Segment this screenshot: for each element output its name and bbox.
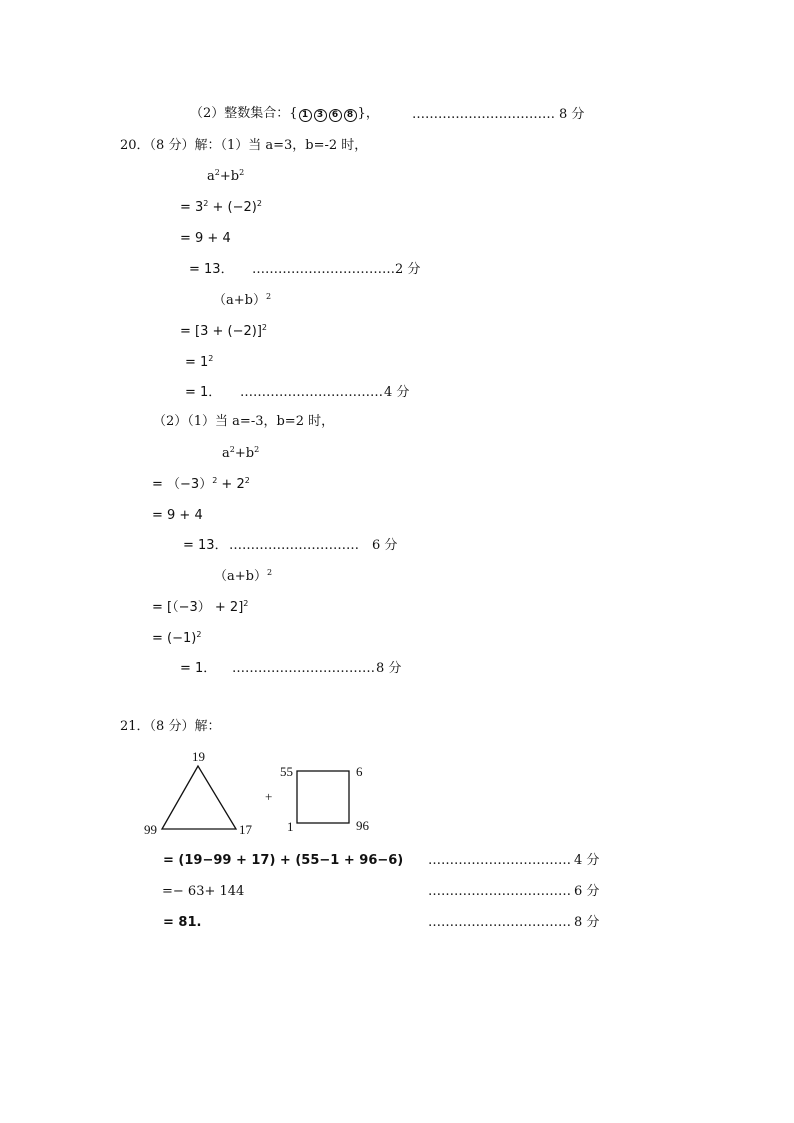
q19-prefix: （2）整数集合：{ [190,106,298,121]
q21-score1: 4 分 [574,853,600,868]
q21-line3: = 81. [163,915,202,930]
q20-p1-dots1: …………………………… [252,262,395,277]
q20-p2-step6: = 1． [180,661,217,676]
triangle-right-label: 17 [239,822,252,837]
q20-p1-step5: = $1^2$ [185,354,214,370]
q21-dots1: …………………………… [428,853,571,868]
q20-p1-step4: = $[3 + (-2)]^2$ [180,323,267,339]
q20-p2-score1: 6 分 [372,538,398,553]
q21-header: 21．（8 分）解： [120,719,221,734]
q20-p2-expr2: $(a+b)^2$ [214,568,273,584]
circled-number-3: 3 [314,109,327,122]
q20-p1-step2: = 9 + 4 [180,231,231,246]
q21-score3: 8 分 [574,915,600,930]
q20-part2-header: （2）（1）当 a=-3，b=2 时， [153,414,335,429]
q21-dots2: …………………………… [428,884,571,899]
square-tr-label: 6 [356,764,363,779]
q20-p2-dots2: …………………………… [232,661,375,676]
triangle-figure [160,764,240,832]
q20-p1-expr2: $(a+b)^2$ [213,292,272,308]
q20-p2-step2: = 9 + 4 [152,508,203,523]
q20-p1-step1: = $3^2 + (-2)^2$ [180,199,262,215]
triangle-left-label: 99 [144,822,157,837]
q20-p1-step6: = 1． [185,385,222,400]
q20-p2-dots1: ………………………… [229,538,359,553]
q20-p2-step3: = 13． [183,538,228,553]
q19-score: 8 分 [559,107,585,122]
q20-p1-step3: = 13． [189,262,234,277]
circled-number-1: 1 [299,109,312,122]
q21-dots3: …………………………… [428,915,571,930]
q20-header: 20．（8 分）解：（1）当 a=3，b=-2 时， [120,138,368,153]
q20-p2-step1: = $(-3)^2 + 2^2$ [152,476,250,492]
q21-score2: 6 分 [574,884,600,899]
q21-line1: = (19−99 + 17) + (55−1 + 96−6) [163,853,404,868]
square-figure [296,770,352,826]
q20-p2-expr: $a^2+b^2$ [222,445,260,461]
q20-p2-step4: = $[(-3) + 2]^2$ [152,599,249,615]
q21-line2: =− 63+ 144 [162,884,245,899]
q20-p1-expr: $a^2+b^2$ [207,168,245,184]
circled-number-8: 8 [344,109,357,122]
square-br-label: 96 [356,818,369,833]
square-tl-label: 55 [280,764,293,779]
square-bl-label: 1 [287,819,294,834]
triangle-top-label: 19 [192,749,205,764]
q20-p2-score2: 8 分 [376,661,402,676]
q20-p1-score1: 2 分 [395,262,421,277]
plus-sign: + [265,789,273,804]
q19-dots: …………………………… [412,107,555,122]
q19-part2-line [190,106,379,122]
q20-p2-step5: = $(-1)^2$ [152,630,202,646]
q19-suffix: }， [357,106,379,121]
q20-p1-dots2: …………………………… [240,385,383,400]
q20-p1-score2: 4 分 [384,385,410,400]
circled-number-6: 6 [329,109,342,122]
